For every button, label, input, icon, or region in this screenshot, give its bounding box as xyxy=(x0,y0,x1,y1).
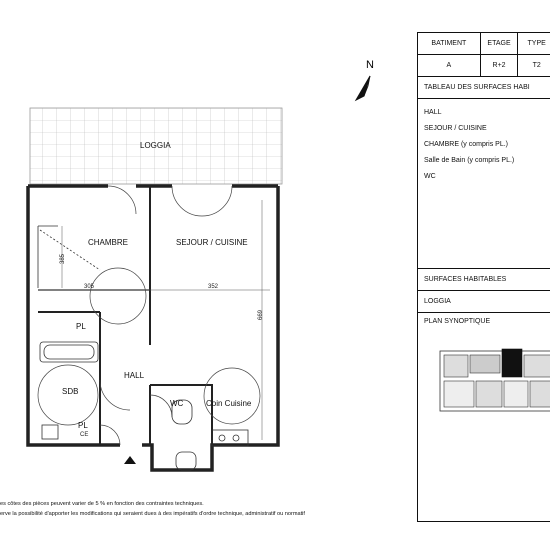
value-batiment: A xyxy=(418,55,481,76)
list-item: Salle de Bain (y compris PL.) xyxy=(424,157,515,164)
room-label-wc: WC xyxy=(170,399,184,408)
room-label-sdb: SDB xyxy=(62,387,79,396)
room-label-pl-1: PL xyxy=(76,322,86,331)
loggia-area xyxy=(30,108,282,184)
list-item: SEJOUR / CUISINE xyxy=(424,125,487,132)
surface-table xyxy=(417,32,550,522)
room-label-sejour: SEJOUR / CUISINE xyxy=(176,238,248,247)
value-type: T2 xyxy=(518,55,550,76)
north-arrow-icon xyxy=(356,76,370,100)
surfaces-habitables-row: SURFACES HABITABLES xyxy=(418,269,550,291)
loggia-row: LOGGIA xyxy=(418,291,550,313)
room-label-pl-2: PL xyxy=(78,421,88,430)
room-label-loggia: LOGGIA xyxy=(140,141,171,150)
list-item: CHAMBRE (y compris PL.) xyxy=(424,141,509,148)
walls xyxy=(28,186,278,470)
list-item: WC xyxy=(424,173,436,180)
dimension-352: 352 xyxy=(208,284,219,290)
fixtures xyxy=(38,226,248,470)
note-line-2: erve la possibilité d'apporter les modifications qui seraient dues à des impératifs d'ordre technique, administratif ou normatif xyxy=(0,511,305,517)
header-etage: ETAGE xyxy=(481,33,519,54)
value-etage: R+2 xyxy=(481,55,519,76)
north-label: N xyxy=(366,59,374,71)
table-header-row xyxy=(418,33,550,55)
dimension-385: 385 xyxy=(60,253,66,264)
table-values-row xyxy=(418,55,550,77)
entrance-arrow-icon xyxy=(124,456,136,464)
list-item: HALL xyxy=(424,109,442,116)
room-label-ce: CE xyxy=(80,432,89,438)
synoptic-map xyxy=(438,345,550,415)
header-batiment: BATIMENT xyxy=(418,33,481,54)
dimension-669: 669 xyxy=(258,309,264,320)
room-label-coin-cuisine: Coin Cuisine xyxy=(206,399,252,408)
room-label-chambre: CHAMBRE xyxy=(88,238,129,247)
north-arrow xyxy=(352,56,382,111)
plan-synoptique-title: PLAN SYNOPTIQUE xyxy=(424,318,491,325)
table-title: TABLEAU DES SURFACES HABI xyxy=(418,77,550,99)
room-label-hall: HALL xyxy=(124,371,145,380)
note-line-1: es côtes des pièces peuvent varier de 5 % en fonction des contraintes techniques. xyxy=(0,501,204,507)
dimension-305: 305 xyxy=(84,284,95,290)
header-type: TYPE xyxy=(518,33,550,54)
highlighted-unit xyxy=(502,349,522,377)
room-list xyxy=(418,99,550,269)
